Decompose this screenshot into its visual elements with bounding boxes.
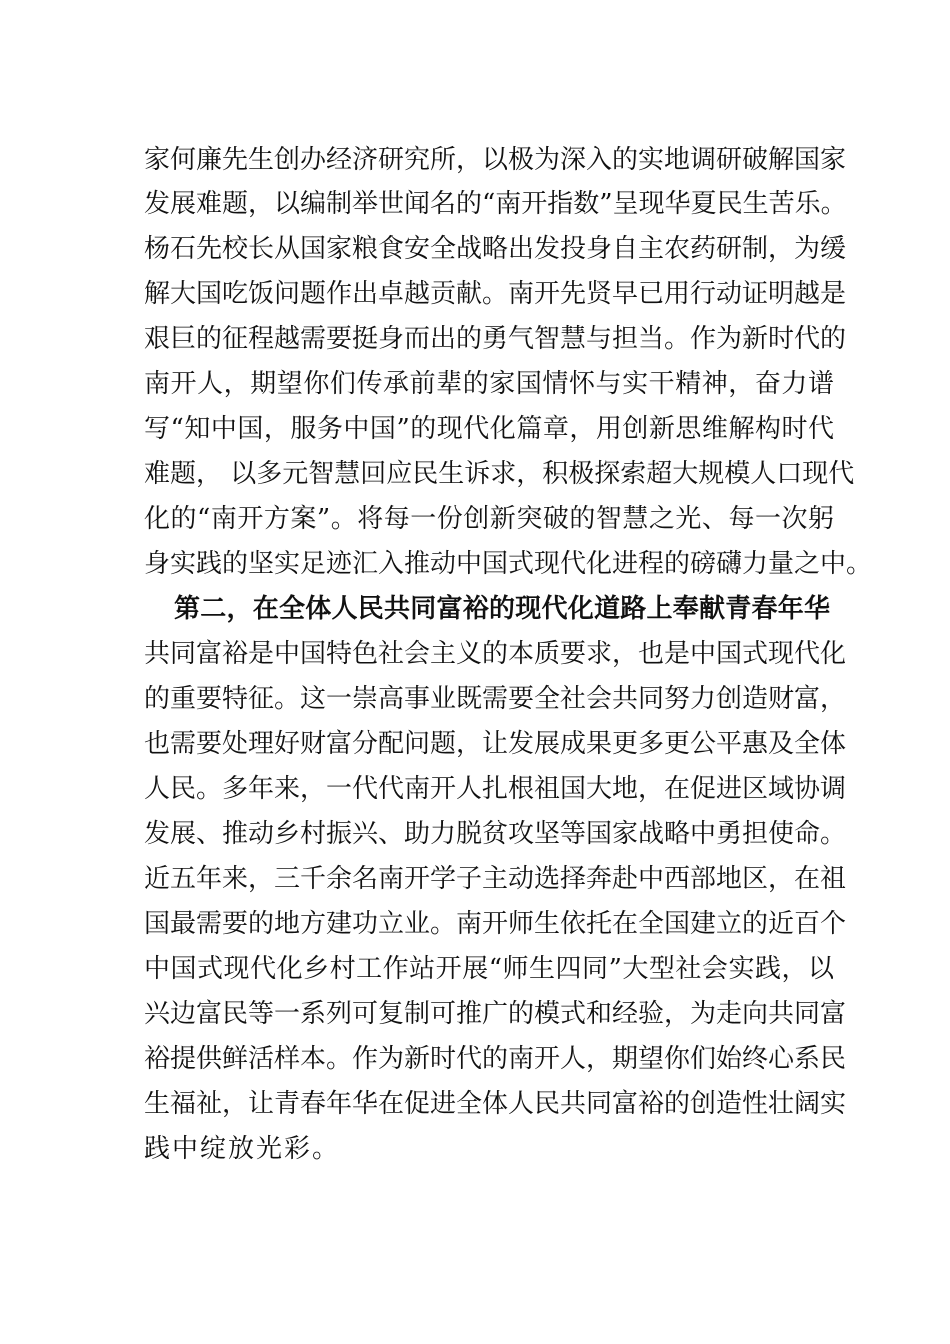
text-line-23: 践中绽放光彩。	[144, 1134, 341, 1164]
text-line-5: 艰巨的征程越需要挺身而出的勇气智慧与担当。作为新时代的	[144, 324, 847, 354]
text-line-10: 身实践的坚实足迹汇入推动中国式现代化进程的磅礴力量之中。	[144, 549, 873, 579]
text-line-14: 也需要处理好财富分配问题，让发展成果更多更公平惠及全体	[144, 729, 847, 759]
text-line-6: 南开人，期望你们传承前辈的家国情怀与实干精神，奋力谱	[144, 369, 834, 399]
text-line-16: 发展、推动乡村振兴、助力脱贫攻坚等国家战略中勇担使命。	[144, 819, 847, 849]
text-line-15: 人民。多年来，一代代南开人扎根祖国大地，在促进区域协调	[144, 774, 847, 804]
text-line-2: 发展难题，以编制举世闻名的“南开指数”呈现华夏民生苦乐。	[144, 189, 847, 219]
text-line-22: 生福祉，让青春年华在促进全体人民共同富裕的创造性壮阔实	[144, 1089, 847, 1119]
text-line-13: 的重要特征。这一崇高事业既需要全社会共同努力创造财富，	[144, 684, 847, 714]
text-line-19: 中国式现代化乡村工作站开展“师生四同”大型社会实践，以	[144, 954, 834, 984]
text-line-12: 共同富裕是中国特色社会主义的本质要求，也是中国式现代化	[144, 639, 847, 669]
text-line-7: 写“知中国，服务中国”的现代化篇章，用创新思维解构时代	[144, 414, 834, 444]
text-line-8: 难题， 以多元智慧回应民生诉求，积极探索超大规模人口现代	[144, 459, 855, 489]
text-line-20: 兴边富民等一系列可复制可推广的模式和经验，为走向共同富	[144, 999, 847, 1029]
text-line-1: 家何廉先生创办经济研究所，以极为深入的实地调研破解国家	[144, 145, 847, 175]
text-line-18: 国最需要的地方建功立业。南开师生依托在全国建立的近百个	[144, 909, 847, 939]
text-line-9: 化的“南开方案”。将每一份创新突破的智慧之光、每一次躬	[144, 504, 834, 534]
section-heading: 第二，在全体人民共同富裕的现代化道路上奉献青春年华	[174, 594, 830, 624]
text-line-3: 杨石先校长从国家粮食安全战略出发投身自主农药研制，为缓	[144, 234, 847, 264]
text-line-21: 裕提供鲜活样本。作为新时代的南开人，期望你们始终心系民	[144, 1044, 847, 1074]
text-line-17: 近五年来，三千余名南开学子主动选择奔赴中西部地区，在祖	[144, 864, 847, 894]
text-line-4: 解大国吃饭问题作出卓越贡献。南开先贤早已用行动证明越是	[144, 279, 847, 309]
